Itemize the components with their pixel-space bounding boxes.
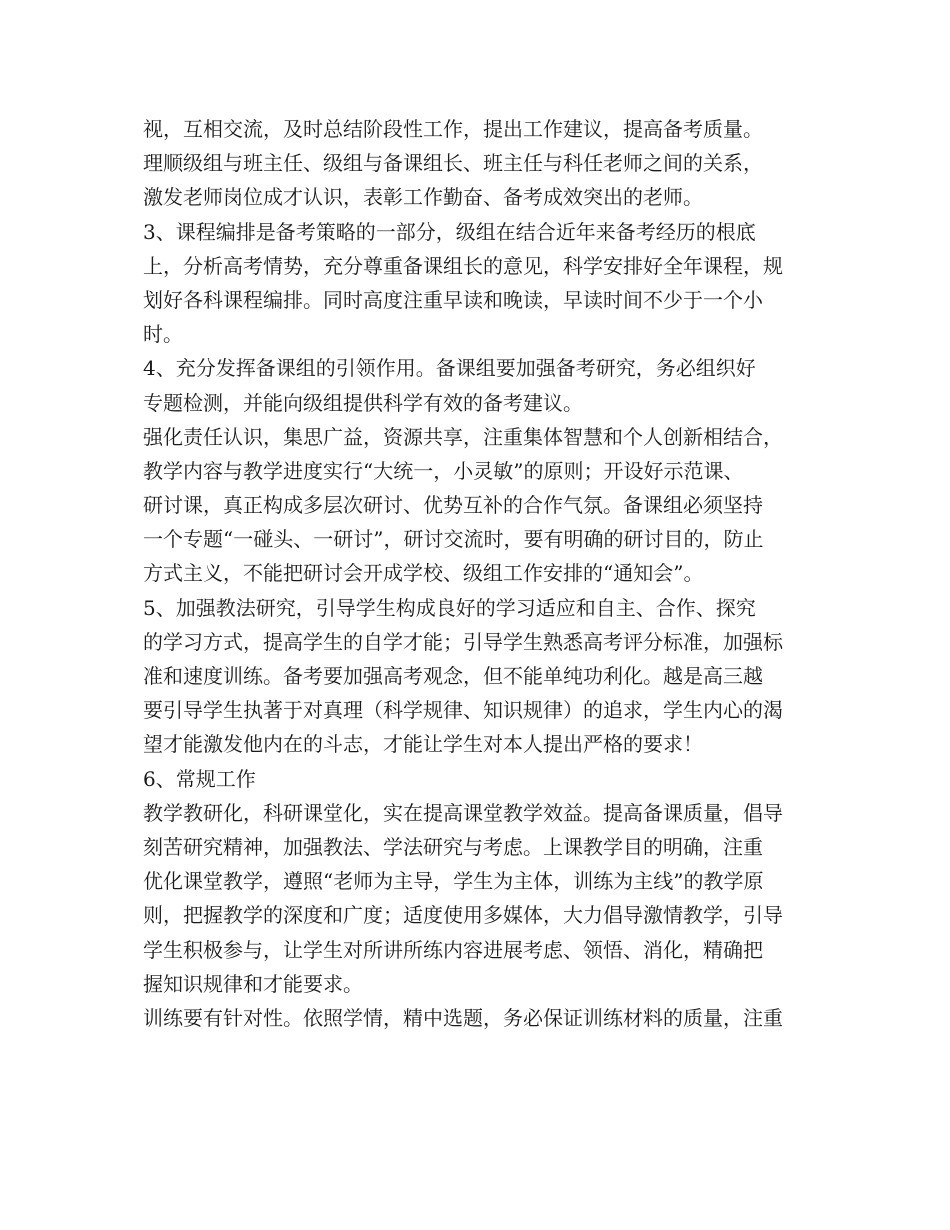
text-line: 刻苦研究精神，加强教法、学法研究与考虑。上课教学目的明确，注重 bbox=[143, 834, 763, 859]
text-line: 准和速度训练。备考要加强高考观念，但不能单纯功利化。越是高三越 bbox=[143, 664, 763, 688]
body-text bbox=[143, 112, 818, 1035]
text-line: 专题检测，并能向级组提供科学有效的备考建议。 bbox=[143, 390, 583, 415]
text-line: 优化课堂教学，遵照“老师为主导，学生为主体，训练为主线”的教学原 bbox=[143, 869, 764, 894]
text-line: 一个专题“一碰头、一研讨”，研讨交流时，要有明确的研讨目的，防止 bbox=[143, 527, 764, 552]
text-line: 训练要有针对性。依照学情，精中选题，务必保证训练材料的质量，注重 bbox=[143, 1005, 783, 1030]
text-line: 则，把握教学的深度和广度；适度使用多媒体，大力倡导激情教学，引导 bbox=[143, 903, 783, 928]
text-line: 强化责任认识，集思广益，资源共享，注重集体智慧和个人创新相结合， bbox=[143, 424, 783, 449]
text-line: 划好各科课程编排。同时高度注重早读和晚读，早读时间不少于一个小 bbox=[143, 287, 763, 312]
text-line: 5、加强教法研究，引导学生构成良好的学习适应和自主、合作、探究 bbox=[143, 595, 756, 620]
text-line: 研讨课，真正构成多层次研讨、优势互补的合作气氛。备课组必须坚持 bbox=[143, 493, 763, 518]
text-line: 教学内容与教学进度实行“大统一，小灵敏”的原则；开设好示范课、 bbox=[143, 458, 744, 483]
text-line: 要引导学生执著于对真理（科学规律、知识规律）的追求，学生内心的渴 bbox=[143, 698, 783, 723]
text-line: 理顺级组与班主任、级组与备课组长、班主任与科任老师之间的关系， bbox=[143, 151, 763, 176]
text-line: 时。 bbox=[143, 322, 183, 347]
text-line: 上，分析高考情势，充分尊重备课组长的意见，科学安排好全年课程，规 bbox=[143, 253, 783, 278]
text-line: 教学教研化，科研课堂化，实在提高课堂教学效益。提高备课质量，倡导 bbox=[143, 800, 783, 825]
text-line: 6、常规工作 bbox=[143, 766, 256, 791]
text-line: 方式主义，不能把研讨会开成学校、级组工作安排的“通知会”。 bbox=[143, 561, 704, 586]
text-line: 激发老师岗位成才认识，表彰工作勤奋、备考成效突出的老师。 bbox=[143, 185, 703, 210]
text-line: 的学习方式，提高学生的自学才能；引导学生熟悉高考评分标准，加强标 bbox=[143, 629, 783, 654]
text-line: 视，互相交流，及时总结阶段性工作，提出工作建议，提高备考质量。 bbox=[143, 117, 763, 141]
text-line: 4、充分发挥备课组的引领作用。备课组要加强备考研究，务必组织好 bbox=[143, 356, 756, 381]
text-line: 学生积极参与，让学生对所讲所练内容进展考虑、领悟、消化，精确把 bbox=[143, 937, 763, 962]
text-line: 望才能激发他内在的斗志，才能让学生对本人提出严格的要求！ bbox=[143, 732, 703, 757]
text-line: 握知识规律和才能要求。 bbox=[143, 971, 363, 996]
text-line: 3、课程编排是备考策略的一部分，级组在结合近年来备考经历的根底 bbox=[143, 219, 756, 244]
